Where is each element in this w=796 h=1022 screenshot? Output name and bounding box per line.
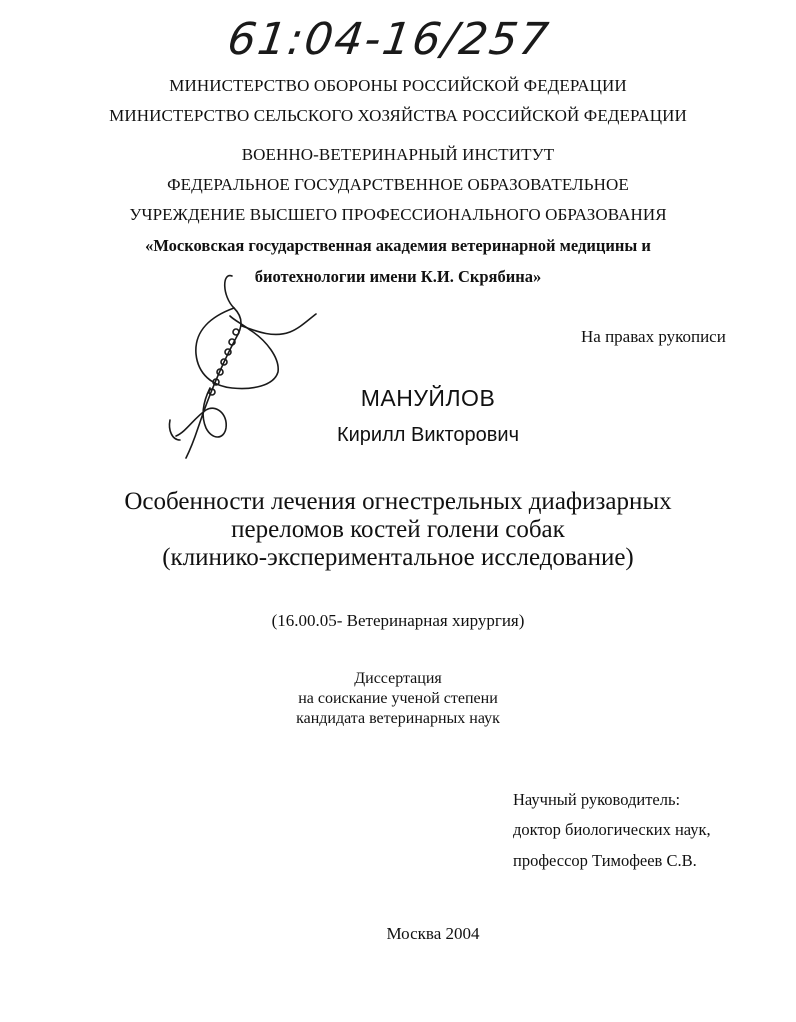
dissertation-title-line-3: (клинико-экспериментальное исследование) bbox=[162, 544, 634, 571]
advisor-heading: Научный руководитель: bbox=[513, 790, 681, 809]
institute-line-4: «Московская государственная академия ветеринарной медицины и bbox=[145, 236, 651, 255]
ministry-line-2: МИНИСТЕРСТВО СЕЛЬСКОГО ХОЗЯЙСТВА РОССИЙСКОЙ ФЕДЕРАЦИИ bbox=[109, 106, 687, 125]
advisor-name: профессор Тимофеев С.В. bbox=[513, 851, 697, 870]
institute-line-5: биотехнологии имени К.И. Скрябина» bbox=[254, 267, 542, 286]
manuscript-rights-note: На правах рукописи bbox=[581, 327, 726, 346]
institute-line-1: ВОЕННО-ВЕТЕРИНАРНЫЙ ИНСТИТУТ bbox=[241, 145, 555, 164]
dissertation-label-1: Диссертация bbox=[354, 670, 442, 687]
archive-number-handwritten: 61:04-16/257 bbox=[224, 14, 554, 65]
dissertation-title-line-2: переломов костей голени собак bbox=[231, 516, 565, 543]
dissertation-label-3: кандидата ветеринарных наук bbox=[296, 710, 500, 727]
ministry-line-1: МИНИСТЕРСТВО ОБОРОНЫ РОССИЙСКОЙ ФЕДЕРАЦИИ bbox=[169, 76, 627, 95]
dissertation-title-line-1: Особенности лечения огнестрельных диафизарных bbox=[124, 488, 672, 515]
dissertation-label-2: на соискание ученой степени bbox=[298, 690, 498, 707]
institute-line-3: УЧРЕЖДЕНИЕ ВЫСШЕГО ПРОФЕССИОНАЛЬНОГО ОБРАЗОВАНИЯ bbox=[129, 205, 667, 224]
author-given-names: Кирилл Викторович bbox=[336, 424, 520, 446]
institute-line-2: ФЕДЕРАЛЬНОЕ ГОСУДАРСТВЕННОЕ ОБРАЗОВАТЕЛЬНОЕ bbox=[167, 175, 629, 194]
city-year: Москва 2004 bbox=[386, 924, 480, 943]
specialty-code: (16.00.05- Ветеринарная хирургия) bbox=[271, 611, 525, 630]
author-surname: МАНУЙЛОВ bbox=[360, 385, 496, 411]
advisor-degree: доктор биологических наук, bbox=[513, 820, 711, 839]
